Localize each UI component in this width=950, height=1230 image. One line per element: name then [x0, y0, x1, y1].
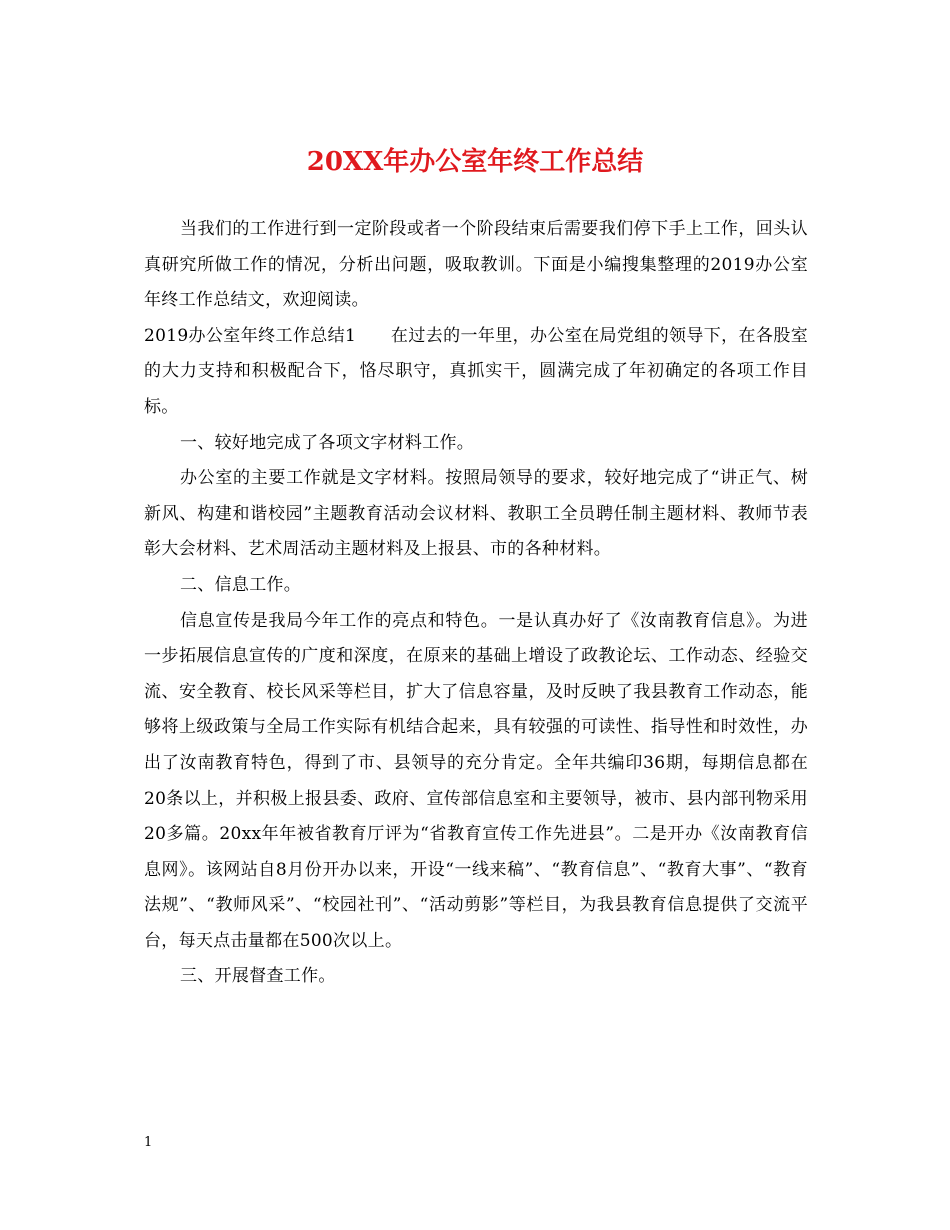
paragraph-summary-1: 2019办公室年终工作总结1 在过去的一年里，办公室在局党组的领导下，在各股室的大力支持和积极配合下，恪尽职守，真抓实干，圆满完成了年初确定的各项工作目标。	[144, 325, 808, 417]
page-number: 1	[144, 1135, 153, 1150]
heading-section-3: 三、开展督查工作。	[180, 966, 336, 987]
document-body	[144, 212, 808, 995]
heading-section-2: 二、信息工作。	[180, 574, 302, 595]
paragraph-section-2: 信息宣传是我局今年工作的亮点和特色。一是认真办好了《汝南教育信息》。为进一步拓展信息宣传的广度和深度，在原来的基础上增设了政教论坛、工作动态、经验交流、安全教育、校长风采等栏目，扩大了信息容量，及时反映了我县教育工作动态，能够将上级政策与全局工作实际有机结合起来，具有较强的可读性、指导性和时效性，办出了汝南教育特色，得到了市、县领导的充分肯定。全年共编印36期，每期信息都在20条以上，并积极上报县委、政府、宣传部信息室和主要领导，被市、县内部刊物采用20多篇。20xx年年被省教育厅评为“省教育宣传工作先进县”。二是开办《汝南教育信息网》。该网站自8月份开办以来，开设“一线来稿”、“教育信息”、“教育大事”、“教育法规”、“教师风采”、“校园社刊”、“活动剪影”等栏目，为我县教育信息提供了交流平台，每天点击量都在500次以上。	[144, 610, 808, 951]
heading-section-1: 一、较好地完成了各项文字材料工作。	[180, 432, 475, 453]
document-title: 20XX年办公室年终工作总结	[306, 147, 644, 177]
paragraph-intro: 当我们的工作进行到一定阶段或者一个阶段结束后需要我们停下手上工作，回头认真研究所做工作的情况，分析出问题，吸取教训。下面是小编搜集整理的2019办公室年终工作总结文，欢迎阅读。	[144, 219, 808, 311]
paragraph-section-1: 办公室的主要工作就是文字材料。按照局领导的要求，较好地完成了“讲正气、树新风、构建和谐校园”主题教育活动会议材料、教职工全员聘任制主题材料、教师节表彰大会材料、艺术周活动主题材料及上报县、市的各种材料。	[144, 468, 808, 560]
